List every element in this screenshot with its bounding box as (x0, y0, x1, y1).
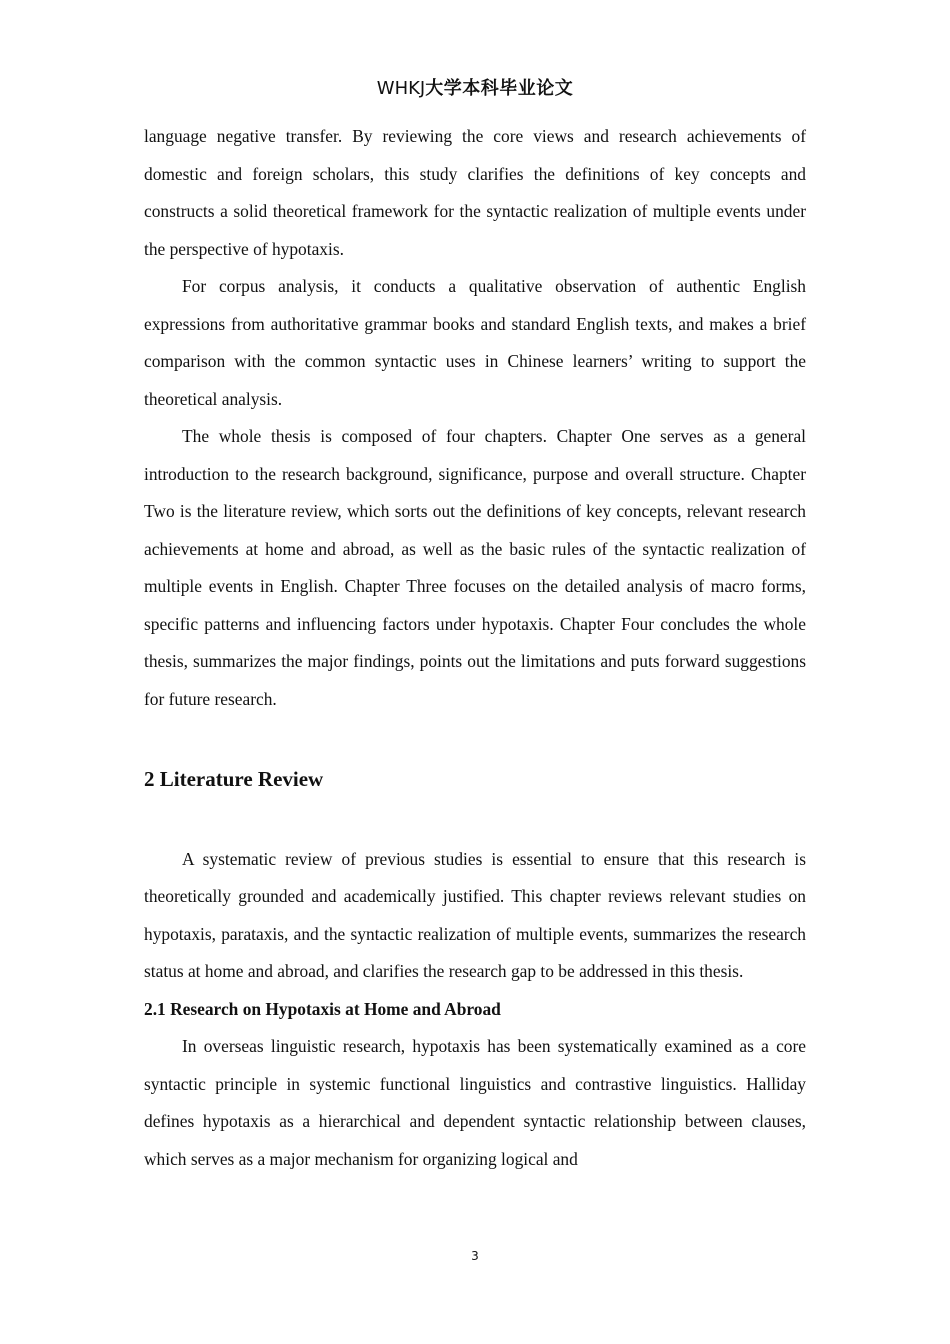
spacer (144, 799, 806, 841)
section-heading: 2.1 Research on Hypotaxis at Home and Abroad (144, 998, 501, 1019)
header-latin: WHKJ (376, 78, 426, 99)
paragraph-overseas-research: In overseas linguistic research, hypotaxis has been systematically examined as a core syntactic principle in systemic functional linguistics and contrastive linguistics. Halliday defines hypotaxis as a hierarchical and dependent syntactic relationship between clauses, which serves as a major mechanism for organizing logical and (144, 1036, 806, 1169)
page-number: 3 (471, 1249, 479, 1263)
paragraph-corpus-analysis: For corpus analysis, it conducts a qualitative observation of authentic English expressions from authoritative grammar books and standard English texts, and makes a brief comparison with the common syntactic uses in Chinese learners’ writing to support the theoretical analysis. (144, 276, 806, 409)
paragraph-review-intro: A systematic review of previous studies is essential to ensure that this research is theoretically grounded and academically justified. This chapter reviews relevant studies on hypotaxis, parataxis, and the syntactic realization of multiple events, summarizes the research status at home and abroad, and clarifies the research gap to be addressed in this thesis. (144, 848, 806, 981)
spacer (144, 718, 806, 761)
header-cjk: 大学本科毕业论文 (425, 78, 574, 99)
page-body (144, 118, 806, 1178)
paragraph-thesis-structure: The whole thesis is composed of four chapters. Chapter One serves as a general introduction to the research background, significance, purpose and overall structure. Chapter Two is the literature review, which sorts out the definitions of key concepts, relevant research achievements at home and abroad, as well as the basic rules of the syntactic realization of multiple events in English. Chapter Three focuses on the detailed analysis of macro forms, specific patterns and influencing factors under hypotaxis. Chapter Four concludes the whole thesis, summarizes the major findings, points out the limitations and puts forward suggestions for future research. (144, 426, 806, 709)
chapter-heading: 2 Literature Review (144, 767, 324, 791)
paragraph-continued: language negative transfer. By reviewing the core views and research achievements of domestic and foreign scholars, this study clarifies the definitions of key concepts and constructs a solid theoretical framework for the syntactic realization of multiple events under the perspective of hypotaxis. (144, 126, 806, 259)
running-header (0, 74, 950, 100)
